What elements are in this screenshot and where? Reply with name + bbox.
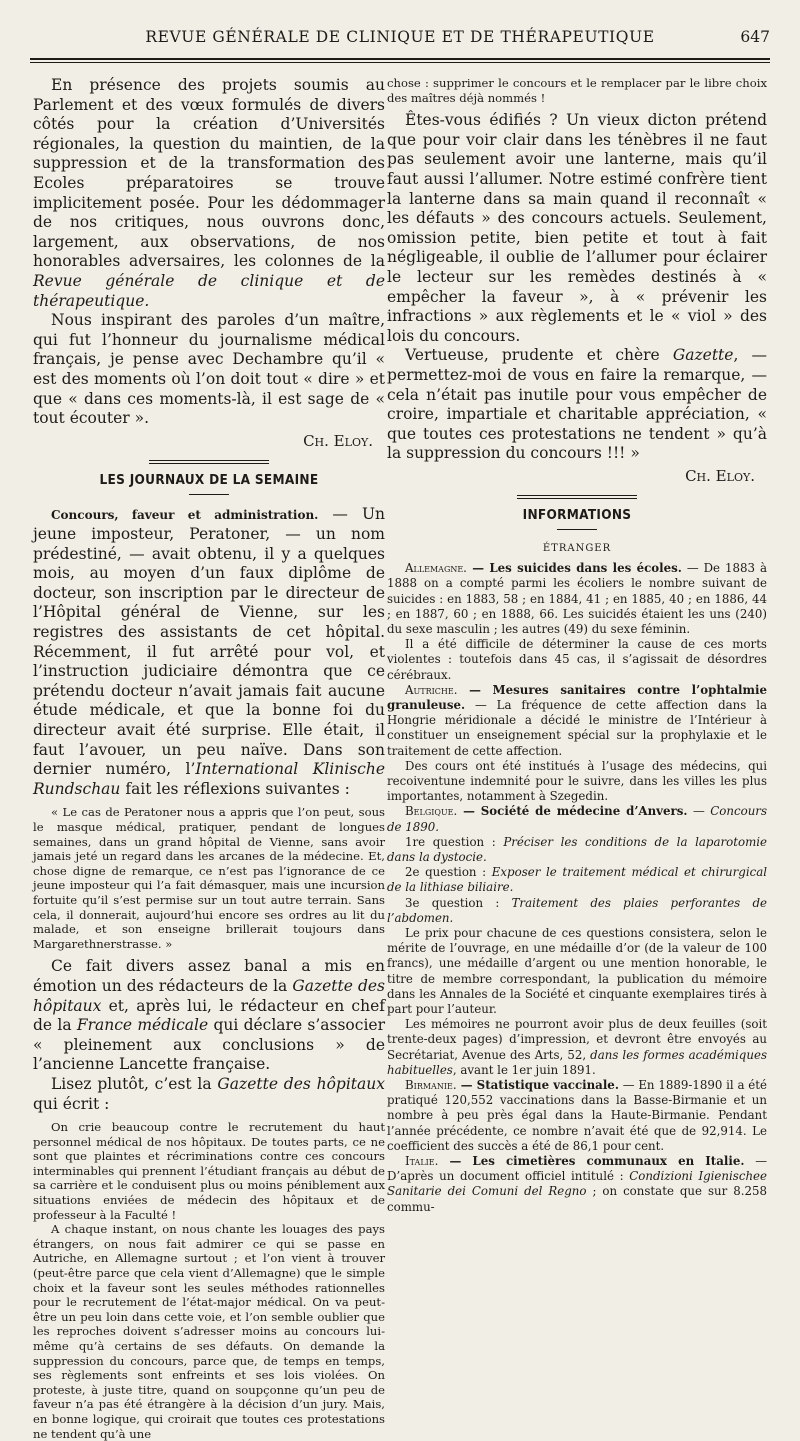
question-label: 2e question : (405, 865, 492, 880)
cited-journal: Gazette (672, 346, 734, 365)
question-text: Préciser les conditions de la laparotomie dans la dystocie. (387, 834, 768, 864)
item-text: ; on constate que sur 8.258 commu- (387, 1184, 767, 1214)
item-title: — Statistique vaccinale. (456, 1078, 619, 1092)
info-item: Il a été difficile de déterminer la cause de ces morts violentes : toutefois dans 45 cas, il s’agissait de désordres cérébraux. (387, 637, 767, 682)
section-underline (189, 494, 229, 495)
item-text: , avant le 1er juin 1891. (452, 1062, 596, 1077)
item-text: Les mémoires ne pourront avoir plus de deux feuilles (soit trente-deux pages) d’impression, et devront être envoyés au Secrétariat, Avenue des Arts, 52, (387, 1017, 767, 1062)
body-paragraph (33, 957, 385, 1075)
header-rule (30, 58, 770, 63)
question-text: Exposer le traitement médical et chirurgical de la lithiase biliaire. (387, 865, 767, 895)
article-text-end: fait les réflexions suivantes : (120, 779, 350, 798)
country: Autriche. (405, 682, 458, 697)
question-label: 1re question : (405, 834, 504, 849)
page-header (30, 28, 770, 52)
info-item (387, 1017, 767, 1078)
text: Ce fait divers assez banal a mis en émotion un des rédacteurs de la (33, 957, 385, 995)
item-subtitle: — Concours de 1890. (387, 804, 767, 834)
item-text: — En 1889-1890 il a été pratiqué 120,552 vaccinations dans la Basse-Birmanie et un nombre à peu près égal dans la Haute-Birmanie. Pendant l’année précédente, ce nombre n’avait été que de 92,914. Le coefficient des succès a été de 86,1 pour cent. (387, 1078, 767, 1153)
question-label: 3e question : (405, 895, 512, 910)
cited-journal: France médicale (76, 1016, 209, 1035)
item-text: — De 1883 à 1888 on a compté parmi les écoliers le nombre suivant de suicides : en 1883, 58 ; en 1884, 41 ; en 1885, 40 ; en 1886, 44 ; en 1887, 60 ; en 1888, 66. Les suicidés étaient les uns (240) du sexe masculin ; les autres (49) du sexe féminin. (387, 561, 767, 636)
info-item (387, 804, 767, 834)
info-item (387, 835, 767, 865)
page-number: 647 (740, 28, 770, 46)
body-paragraph: Êtes-vous édifiés ? Un vieux dicton prétend que pour voir clair dans les ténèbres il ne faut pas seulement avoir une lanterne, mais qu’il faut aussi l’allumer. Notre estimé confrère tient la lanterne dans sa main quand il reconnaît « les défauts » des concours actuels. Seulement, omission petite, bien petite et tout à fait négligeable, il oublie de l’allumer pour éclairer le lecteur sur les remèdes destinés à « empêcher la faveur », à « prévenir les infractions » aux règlements et le « viol » des lois du concours. (387, 111, 767, 345)
cited-journal: Gazette des hôpitaux (33, 976, 385, 1015)
text: Vertueuse, prudente et chère (405, 346, 673, 365)
section-underline (557, 529, 597, 530)
info-item (387, 1154, 767, 1215)
info-item (387, 561, 767, 637)
info-item (387, 865, 767, 895)
text: , — permettez-moi de vous en faire la remarque, — cela n’était pas inutile pour vous empêcher de croire, impartiale et charitable appréciation, « que toutes ces protestations ne tendent » qu’à la suppression du concours !!! » (387, 346, 767, 463)
section-title: LES JOURNAUX DE LA SEMAINE (99, 472, 319, 489)
text: et, après lui, le rédacteur en chef de la (33, 996, 385, 1035)
info-item (387, 1078, 767, 1154)
body-paragraph (387, 346, 767, 464)
text: qui écrit : (33, 1094, 110, 1113)
country: Allemagne. (405, 561, 467, 576)
country: Belgique. (405, 804, 458, 819)
section-title: INFORMATIONS (522, 507, 632, 524)
text: qui déclare s’associer « pleinement aux conclusions » de l’ancienne Lancette française. (33, 1016, 385, 1074)
quote-paragraph: Nous inspirant des paroles d’un maître, qui fut l’honneur du journalisme médical français, je pense avec Dechambre qu’il « est des moments où l’on doit tout « dire » et que « dans ces moments-là, il est sage de « tout écouter ». (33, 311, 385, 428)
article-paragraph (33, 505, 385, 800)
info-item: Des cours ont été institués à l’usage des médecins, qui recoiventune indemnité pour le suivre, dans les villes les plus importantes, notamment à Szegedin. (387, 758, 767, 804)
block-quote: On crie beaucoup contre le recrutement du haut personnel médical de nos hôpitaux. De toutes parts, ce ne sont que plaintes et récriminations contre ces concours interminables qui prennent l’étudiant français au début de sa carrière et le conduisent plus ou moins péniblement aux situations enviées de médecin des hôpitaux et de professeur à la Faculté ! (33, 1120, 385, 1222)
cited-journal: Gazette des hôpitaux (217, 1074, 385, 1093)
info-item (387, 896, 767, 926)
section-rule (149, 460, 269, 464)
cited-journal: International Klinische Rundschau (33, 760, 385, 798)
item-italic: Condizioni Igienischee Sanitarie dei Comuni del Regno (387, 1169, 768, 1199)
article-heading: Concours, faveur et administration. (51, 507, 319, 522)
item-title: — Les suicides dans les écoles. (466, 561, 682, 576)
journal-title: Revue générale de clinique et de thérapeutique. (33, 271, 385, 310)
country: Italie. (405, 1154, 439, 1169)
item-title: — Société de médecine d’Anvers. (457, 804, 688, 819)
item-title: — Mesures sanitaires contre l’ophtalmie granuleuse. (387, 682, 767, 712)
info-item: Le prix pour chacune de ces questions consistera, selon le mérite de l’ouvrage, en une médaille d’or (de la valeur de 100 francs), une médaille d’argent ou une mention honorable, le titre de membre correspondant, la publication du mémoire dans les Annales de la Société et cinquante exemplaires tirés à part pour l’auteur. (387, 925, 767, 1016)
intro-paragraph (33, 76, 385, 311)
country: Birmanie. (405, 1078, 457, 1092)
info-item (387, 683, 767, 759)
signature: Ch. Eloy. (303, 431, 373, 450)
running-title: REVUE GÉNÉRALE DE CLINIQUE ET DE THÉRAPEUTIQUE (145, 28, 655, 46)
text: Lisez plutôt, c’est la (51, 1074, 218, 1093)
item-text: — La fréquence de cette affection dans la Hongrie méridionale a décidé le ministre de l’Intérieur à constituer un enseignement spécial sur la prophylaxie et le traitement de cette affection. (387, 697, 767, 758)
question-text: Traitement des plaies perforantes de l’abdomen. (387, 895, 768, 925)
item-text: — D’après un document officiel intitulé : (387, 1154, 768, 1184)
item-title: — Les cimetières communaux en Italie. (438, 1154, 745, 1169)
article-text: — Un jeune imposteur, Peratoner, — un nom prédestiné, — avait obtenu, il y a quelques mois, au moyen d’un faux diplôme de docteur, son inscription par le directeur de l’Hôpital général de Vienne, sur les registres des assistants de cet hôpital. Récemment, il fut arrêté pour vol, et l’instruction judiciaire démontra que ce prétendu docteur n’avait jamais fait aucune étude médicale, et que la bonne foi du directeur avait été surprise. Elle était, il faut l’avouer, un peu naïve. Dans son dernier numéro, l’ (33, 504, 386, 779)
block-quote: « Le cas de Peratoner nous a appris que l’on peut, sous le masque médical, pratiquer, pendant de longues semaines, dans un grand hôpital de Vienne, sans avoir jamais jeté un regard dans les arcanes de la médecine. Et, chose digne de remarque, ce n’est pas l’ignorance de ce jeune imposteur qui l’a fait démasquer, mais une incursion fortuite qu’il s’est permise sur un tout autre terrain. Sans cela, il donnerait, aujourd’hui encore ses ordres au lit du malade, et son enseigne brillerait toujours dans Margarethnerstrasse. » (33, 805, 385, 951)
signature: Ch. Eloy. (685, 466, 755, 485)
body-paragraph (33, 1075, 385, 1114)
left-column (33, 76, 385, 1441)
block-quote: chose : supprimer le concours et le remplacer par le libre choix des maîtres déjà nommés ! (387, 76, 767, 105)
item-italic: dans les formes académiques habituelles (387, 1047, 767, 1077)
subsection-title: ÉTRANGER (542, 542, 612, 554)
right-column (387, 76, 767, 1215)
section-rule (517, 495, 637, 499)
intro-text: En présence des projets soumis au Parlement et des vœux formulés de divers côtés pour la création d’Universités régionales, la question du maintien, de la suppression et de la transformation des Ecoles préparatoires se trouve implicitement posée. Pour les dédommager de nos critiques, nous ouvrons donc, largement, aux observations, de nos honorables adversaires, les colonnes de la (33, 76, 385, 271)
block-quote: A chaque instant, on nous chante les louages des pays étrangers, on nous fait admirer ce qui se passe en Autriche, en Allemagne surtout ; et l’on vient à trouver (peut-être parce que cela vient d’Allemagne) que le simple choix et la faveur sont les seules méthodes rationnelles pour le recrutement de l’état-major médical. On va peut-être un peu loin dans cette voie, et l’on semble oublier que les reproches doivent s’adresser moins au concours lui-même qu’à certains de ses défauts. On demande la suppression du concours, parce que, de temps en temps, ses règlements sont enfreints et ses lois violées. On proteste, à juste titre, quand on soupçonne qu’un peu de faveur n’a pas été étrangère à la décision d’un jury. Mais, en bonne logique, qui croirait que toutes ces protestations ne tendent qu’à une (33, 1222, 385, 1441)
